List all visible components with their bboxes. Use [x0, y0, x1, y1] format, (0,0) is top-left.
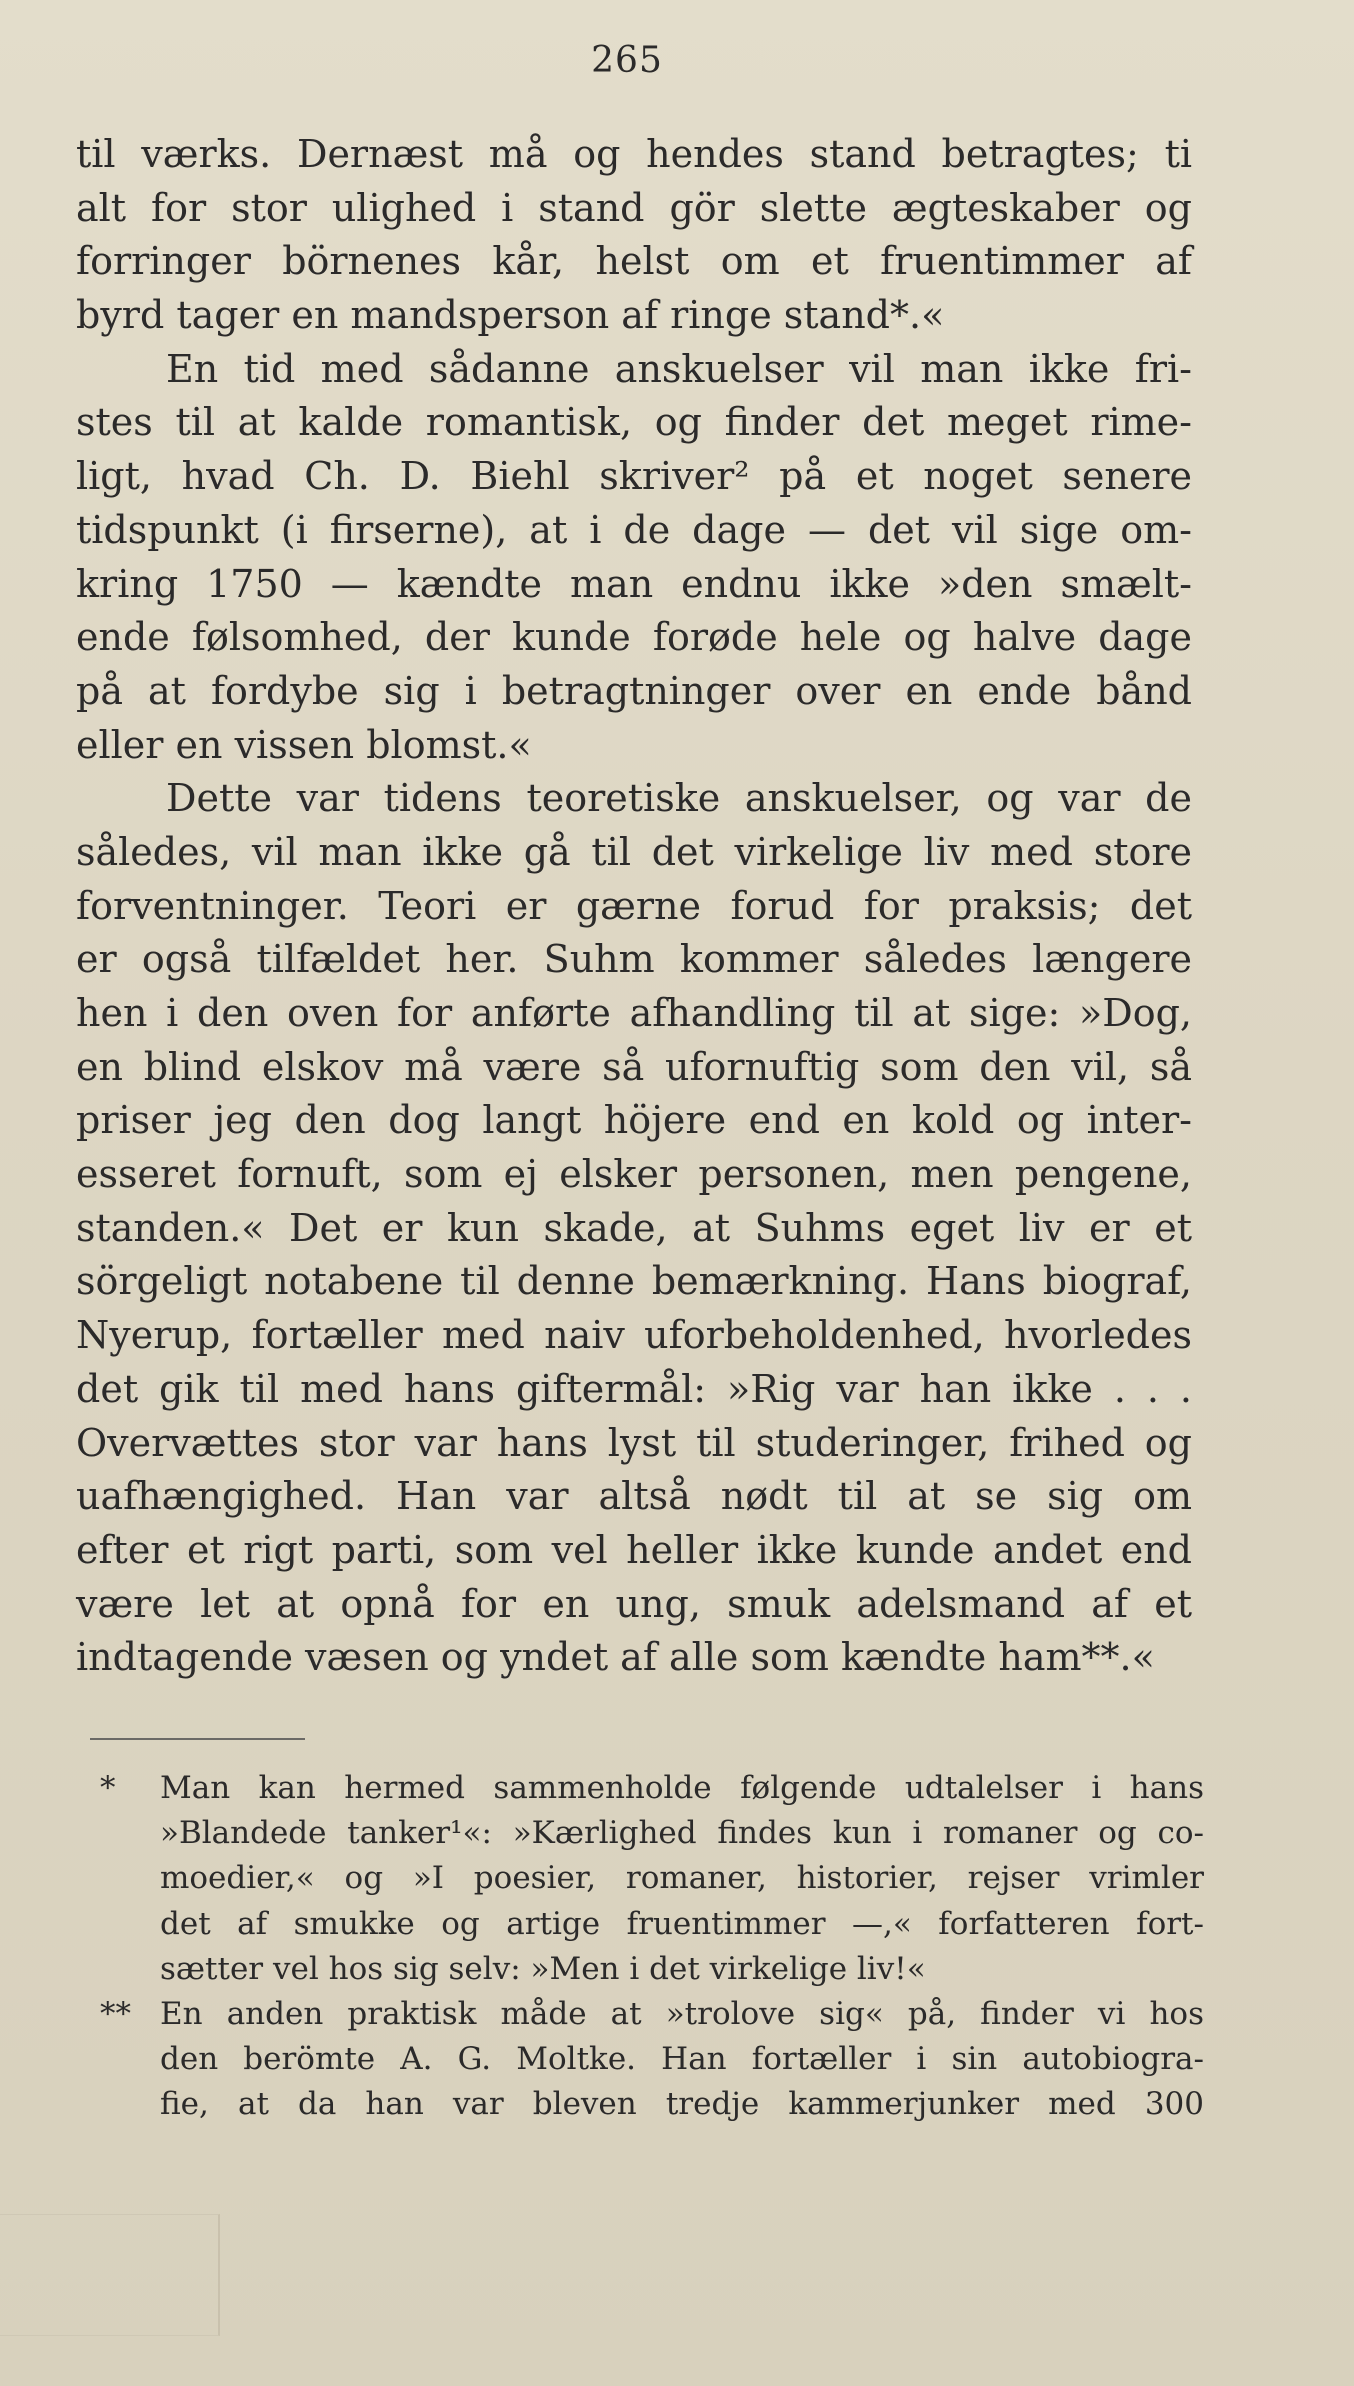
text-line: hen i den oven for anførte afhandling til at sige: »Dog, — [76, 991, 1192, 1035]
text-line: ende følsomhed, der kunde forøde hele og halve dage — [76, 615, 1192, 660]
text-line: kring 1750 — kændte man endnu ikke »den smælt- — [76, 561, 1192, 606]
text-line: Overvættes stor var hans lyst til studeringer, frihed og — [76, 1420, 1192, 1465]
text-line: alt for stor ulighed i stand gör slette ægteskaber og — [76, 185, 1192, 230]
text-line: En tid med sådanne anskuelser vil man ikke fri- — [166, 346, 1192, 391]
text-line: på at fordybe sig i betragtninger over en ende bånd — [76, 668, 1192, 713]
text-line: sörgeligt notabene til denne bemærkning. Hans biograf, — [76, 1259, 1192, 1304]
text-line: er også tilfældet her. Suhm kommer således længere — [76, 937, 1192, 982]
text-line: således, vil man ikke gå til det virkelige liv med store — [76, 829, 1192, 874]
page-edge-mark — [0, 2214, 220, 2336]
body-text — [76, 128, 1192, 1685]
footnote-divider — [90, 1738, 305, 1740]
footnotes — [100, 1766, 1204, 2128]
text-line: være let at opnå for en ung, smuk adelsmand af et — [76, 1581, 1192, 1626]
text-line: priser jeg den dog langt höjere end en kold og inter- — [76, 1098, 1192, 1143]
footnote-line: den berömte A. G. Moltke. Han fortæller i sin autobiogra- — [160, 2041, 1204, 2078]
text-line: det gik til med hans giftermål: »Rig var han ikke . . . — [76, 1366, 1192, 1411]
text-line: efter et rigt parti, som vel heller ikke kunde andet end — [76, 1527, 1192, 1572]
footnote-line: »Blandede tanker¹«: »Kærlighed findes kun i romaner og co- — [160, 1815, 1204, 1852]
footnote-line — [100, 1992, 1204, 2037]
text-line: eller en vissen blomst.« — [76, 722, 532, 767]
footnote-marker: ** — [100, 1995, 131, 2032]
footnote-line: moedier,« og »I poesier, romaner, historier, rejser vrimler — [160, 1860, 1204, 1897]
text-line: stes til at kalde romantisk, og finder det meget rime- — [76, 400, 1192, 445]
footnote-line: fie, at da han var bleven tredje kammerjunker med 300 — [160, 2086, 1204, 2123]
text-line: Dette var tidens teoretiske anskuelser, og var de — [166, 776, 1192, 821]
page-number: 265 — [591, 40, 663, 81]
text-line: ligt, hvad Ch. D. Biehl skriver² på et noget senere — [76, 454, 1192, 499]
text-line: uafhængighed. Han var altså nødt til at se sig om — [76, 1474, 1192, 1519]
footnote-line: sætter vel hos sig selv: »Men i det virkelige liv!« — [160, 1950, 926, 1987]
text-line: indtagende væsen og yndet af alle som kændte ham**.« — [76, 1635, 1155, 1680]
footnote-line: det af smukke og artige fruentimmer —,« forfatteren fort- — [160, 1905, 1204, 1942]
text-line: forringer börnenes kår, helst om et fruentimmer af — [76, 239, 1192, 284]
text-line: forventninger. Teori er gærne forud for praksis; det — [76, 883, 1192, 928]
footnote-marker: * — [100, 1770, 116, 1806]
footnote-line — [100, 1766, 1204, 1811]
text-line: byrd tager en mandsperson af ringe stand*.« — [76, 293, 945, 338]
text-line: esseret fornuft, som ej elsker personen, men pengene, — [76, 1152, 1192, 1197]
footnote-text: En anden praktisk måde at »trolove sig« på, finder vi hos — [160, 1995, 1204, 2032]
text-line: til værks. Dernæst må og hendes stand betragtes; ti — [76, 132, 1192, 176]
text-line: tidspunkt (i firserne), at i de dage — det vil sige om- — [76, 507, 1192, 552]
footnote-text: Man kan hermed sammenholde følgende udtalelser i hans — [160, 1770, 1204, 1806]
text-line: en blind elskov må være så ufornuftig som den vil, så — [76, 1044, 1192, 1089]
text-line: Nyerup, fortæller med naiv uforbeholdenhed, hvorledes — [76, 1313, 1192, 1358]
text-line: standen.« Det er kun skade, at Suhms eget liv er et — [76, 1205, 1192, 1250]
